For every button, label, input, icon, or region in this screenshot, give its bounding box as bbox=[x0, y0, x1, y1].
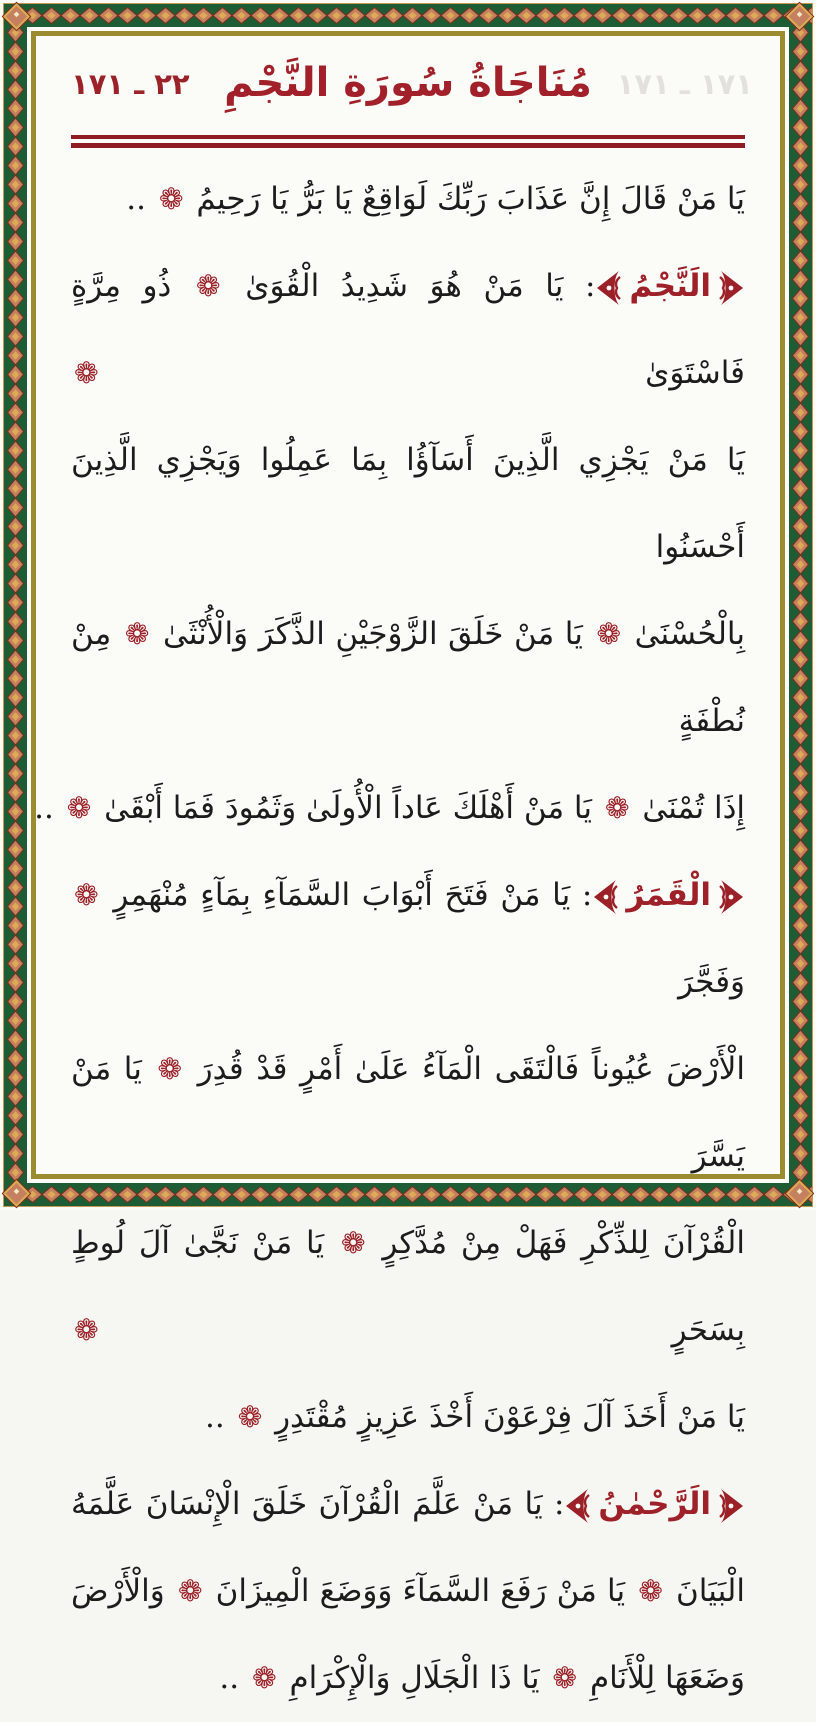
ornate-bracket-icon bbox=[596, 265, 626, 311]
line-text: مِنْ نُطْفَةٍ bbox=[71, 616, 745, 739]
border-chain-left-icon bbox=[4, 4, 27, 1206]
ornate-bracket-icon bbox=[565, 1483, 595, 1529]
rosette-separator-icon: ❁ bbox=[604, 791, 630, 825]
line-text: : يَا مَنْ هُوَ شَدِيدُ الْقُوَىٰ bbox=[223, 268, 596, 304]
line-text: .. bbox=[219, 1660, 249, 1696]
line-text: يَا ذَا الْجَلَالِ وَالْإِكْرَامِ bbox=[279, 1660, 550, 1696]
rosette-separator-icon: ❁ bbox=[195, 269, 221, 303]
header-double-rule bbox=[71, 135, 745, 148]
text-line bbox=[71, 1200, 745, 1374]
ornate-bracket-icon bbox=[714, 1483, 744, 1529]
line-text: إِذَا تُمْنَىٰ bbox=[632, 790, 745, 826]
text-line bbox=[71, 1461, 745, 1548]
text-line bbox=[71, 417, 745, 591]
ornate-bracket-icon bbox=[714, 874, 744, 920]
line-text: يَا مَنْ يَسَّرَ bbox=[71, 1051, 745, 1174]
rosette-separator-icon: ❁ bbox=[340, 1226, 366, 1260]
prayer-lines bbox=[34, 156, 746, 1722]
rosette-separator-icon: ❁ bbox=[237, 1400, 263, 1434]
line-text: .. bbox=[34, 790, 64, 826]
line-text: .. bbox=[205, 1399, 235, 1435]
line-text: ذُو مِرَّةٍ فَاسْتَوَىٰ bbox=[71, 268, 745, 391]
rosette-separator-icon: ❁ bbox=[596, 617, 622, 651]
rosette-separator-icon: ❁ bbox=[177, 1574, 203, 1608]
rosette-separator-icon: ❁ bbox=[158, 182, 184, 216]
line-text: يَا مَنْ يَجْزِي الَّذِينَ أَسَآؤُا بِمَا عَمِلُوا وَيَجْزِي الَّذِينَ أَحْسَنُوا bbox=[71, 442, 745, 565]
surah-name: الَرَّحْمٰنُ bbox=[598, 1486, 711, 1522]
line-text: وَضَعَهَا لِلْأَنَامِ bbox=[580, 1660, 745, 1696]
text-line bbox=[71, 591, 745, 765]
ornate-bracket-icon bbox=[714, 265, 744, 311]
page-title: مُنَاجَاةُ سُورَةِ النَّجْمِ bbox=[224, 59, 592, 106]
surah-name: الْقَمَرُ bbox=[626, 877, 711, 913]
rosette-separator-icon: ❁ bbox=[74, 356, 99, 390]
rosette-separator-icon: ❁ bbox=[74, 878, 99, 912]
line-text: يَا مَنْ أَخَذَ آلَ فِرْعَوْنَ أَخْذَ عَزِيزٍ مُقْتَدِرٍ bbox=[265, 1399, 745, 1435]
line-text: الْبَيَانَ bbox=[665, 1573, 745, 1609]
line-text: : يَا مَنْ فَتَحَ أَبْوَابَ السَّمَآءِ بِمَآءٍ مُنْهَمِرٍ bbox=[101, 877, 593, 913]
rosette-separator-icon: ❁ bbox=[251, 1661, 277, 1695]
text-line bbox=[71, 1026, 745, 1200]
border-chain-right-icon bbox=[789, 4, 812, 1206]
text-line bbox=[71, 1635, 745, 1722]
line-text: يَا مَنْ نَجَّىٰ آلَ لُوطٍ بِسَحَرٍ bbox=[71, 1225, 745, 1348]
ornate-bracket-icon bbox=[593, 874, 623, 920]
line-text: الْأَرْضَ عُيُوناً فَالْتَقَى الْمَآءُ عَلَىٰ أَمْرٍ قَدْ قُدِرَ bbox=[185, 1051, 746, 1087]
text-line bbox=[71, 243, 745, 417]
rosette-separator-icon: ❁ bbox=[552, 1661, 578, 1695]
rosette-separator-icon: ❁ bbox=[74, 1313, 99, 1347]
line-text: بِالْحُسْنَىٰ bbox=[624, 616, 746, 652]
line-text: يَا مَنْ قَالَ إِنَّ عَذَابَ رَبِّكَ لَوَاقِعٌ يَا بَرُّ يَا رَحِيمُ bbox=[186, 181, 745, 217]
line-text: .. bbox=[126, 181, 156, 217]
rosette-separator-icon: ❁ bbox=[66, 791, 92, 825]
ghost-page-numbers: ١٧١ ـ ١٧١ bbox=[616, 67, 753, 101]
border-chain-top-icon bbox=[4, 4, 812, 27]
text-line bbox=[71, 1548, 745, 1635]
line-text: يَا مَنْ رَفَعَ السَّمَآءَ وَوَضَعَ الْمِيزَانَ bbox=[205, 1573, 636, 1609]
page-numbers: ٢٢ ـ ١٧١ bbox=[71, 67, 190, 101]
page-content bbox=[34, 37, 779, 1696]
text-line bbox=[34, 765, 745, 852]
line-text: وَفَجَّرَ bbox=[678, 964, 745, 1000]
surah-name: الَنَّجْمُ bbox=[629, 268, 711, 304]
line-text: الْقُرْآنَ لِلذِّكْرِ فَهَلْ مِنْ مُدَّكِرٍ bbox=[368, 1225, 745, 1261]
text-line bbox=[71, 852, 745, 1026]
rosette-separator-icon: ❁ bbox=[638, 1574, 663, 1608]
text-line bbox=[71, 1374, 745, 1461]
text-line bbox=[71, 156, 745, 243]
line-text: : يَا مَنْ عَلَّمَ الْقُرْآنَ خَلَقَ الْإِنْسَانَ عَلَّمَهُ bbox=[71, 1486, 565, 1522]
line-text: يَا مَنْ خَلَقَ الزَّوْجَيْنِ الذَّكَرَ وَالْأُنْثَىٰ bbox=[152, 616, 594, 652]
page-header bbox=[61, 59, 755, 119]
rosette-separator-icon: ❁ bbox=[157, 1052, 183, 1086]
rosette-separator-icon: ❁ bbox=[124, 617, 150, 651]
line-text: يَا مَنْ أَهْلَكَ عَاداً الْأُولَىٰ وَثَمُودَ فَمَا أَبْقَىٰ bbox=[94, 790, 602, 826]
line-text: وَالْأَرْضَ bbox=[71, 1573, 175, 1609]
